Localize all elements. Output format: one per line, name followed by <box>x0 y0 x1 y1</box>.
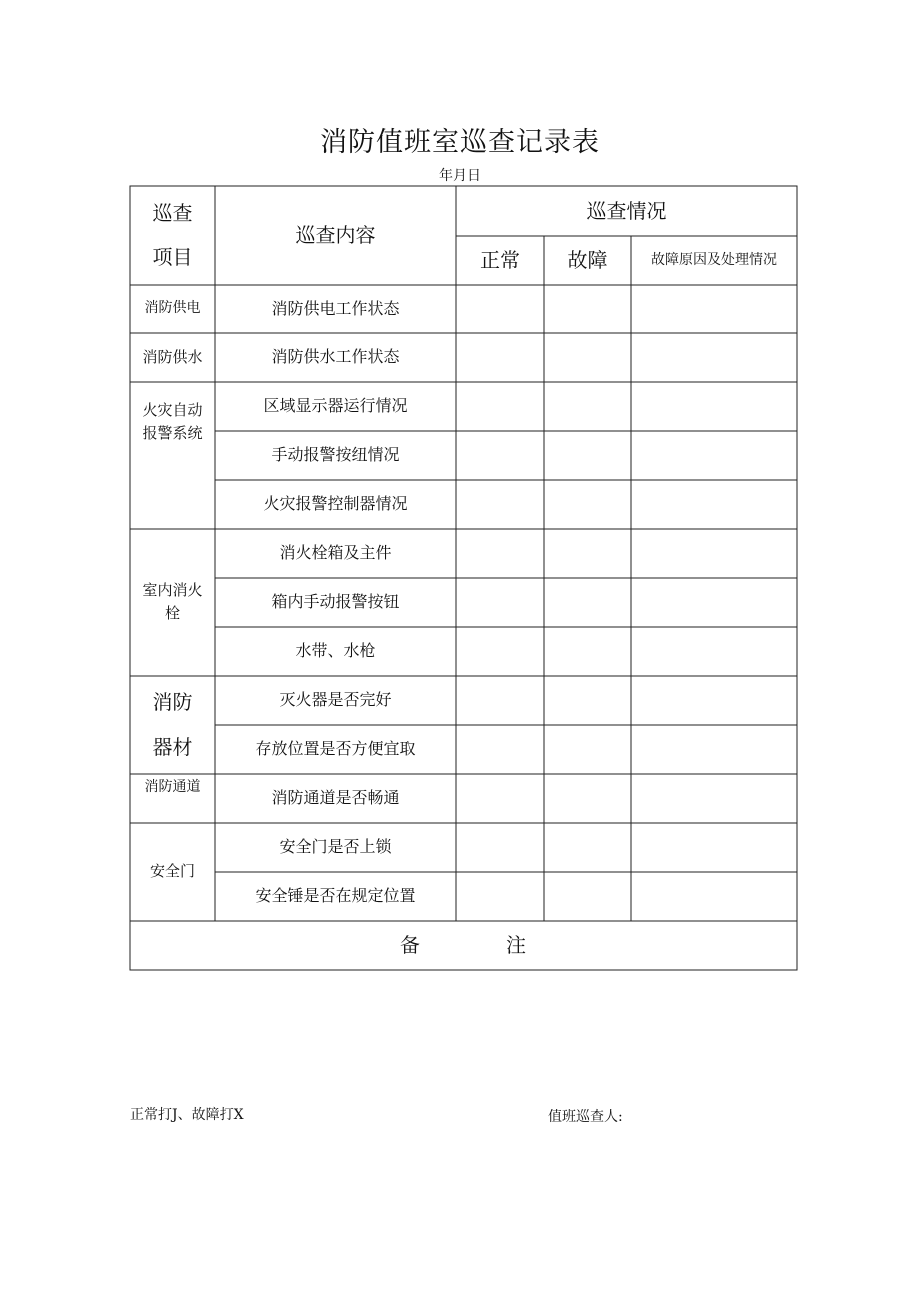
category-power: 消防供电 <box>144 300 201 317</box>
inspector-label: 值班巡查人: <box>548 1109 623 1125</box>
table-row: 火灾报警控制器情况 <box>263 494 408 514</box>
header-status: 巡查情况 <box>586 198 667 223</box>
table-row: 消火栓箱及主件 <box>279 543 392 563</box>
category-hydrant <box>130 572 215 632</box>
category-alarm-line1: 火灾自动 <box>142 400 203 419</box>
table-row: 区域显示器运行情况 <box>263 396 408 416</box>
table-row: 消防供水工作状态 <box>271 347 400 367</box>
category-equipment <box>130 676 215 774</box>
page-title: 消防值班室巡查记录表 <box>320 127 600 158</box>
table-row: 安全门是否上锁 <box>279 837 392 857</box>
header-fault: 故障 <box>567 248 608 272</box>
category-passage: 消防通道 <box>144 779 201 796</box>
header-item-line1: 巡查 <box>152 201 193 226</box>
category-water: 消防供水 <box>142 347 203 366</box>
header-item-line2: 项目 <box>152 244 193 269</box>
category-door: 安全门 <box>149 862 195 881</box>
legend-note: 正常打J、故障打X <box>130 1107 244 1123</box>
header-normal: 正常 <box>480 248 520 272</box>
remarks-char-1: 备 <box>400 933 420 957</box>
table-row: 手动报警按纽情况 <box>271 445 400 465</box>
remarks-char-2: 注 <box>506 933 526 957</box>
table-row: 箱内手动报警按钮 <box>271 592 400 612</box>
table-row: 存放位置是否方便宜取 <box>255 739 416 759</box>
table-row: 安全锤是否在规定位置 <box>255 886 416 906</box>
header-item <box>130 186 215 285</box>
table-row: 灭火器是否完好 <box>279 690 392 710</box>
category-alarm <box>130 392 215 452</box>
category-equipment-line1: 消防 <box>152 690 193 714</box>
category-hydrant-line2: 栓 <box>164 604 180 622</box>
table-row: 水带、水枪 <box>295 641 376 661</box>
category-equipment-line2: 器材 <box>152 735 193 759</box>
table-row: 消防通道是否畅通 <box>271 788 400 808</box>
table-row: 消防供电工作状态 <box>271 298 400 318</box>
header-content: 巡查内容 <box>295 223 376 247</box>
date-line: 年月日 <box>439 168 481 184</box>
category-alarm-line2: 报警系统 <box>142 424 203 442</box>
category-hydrant-line1: 室内消火 <box>142 580 203 599</box>
header-reason: 故障原因及处理情况 <box>651 251 777 268</box>
